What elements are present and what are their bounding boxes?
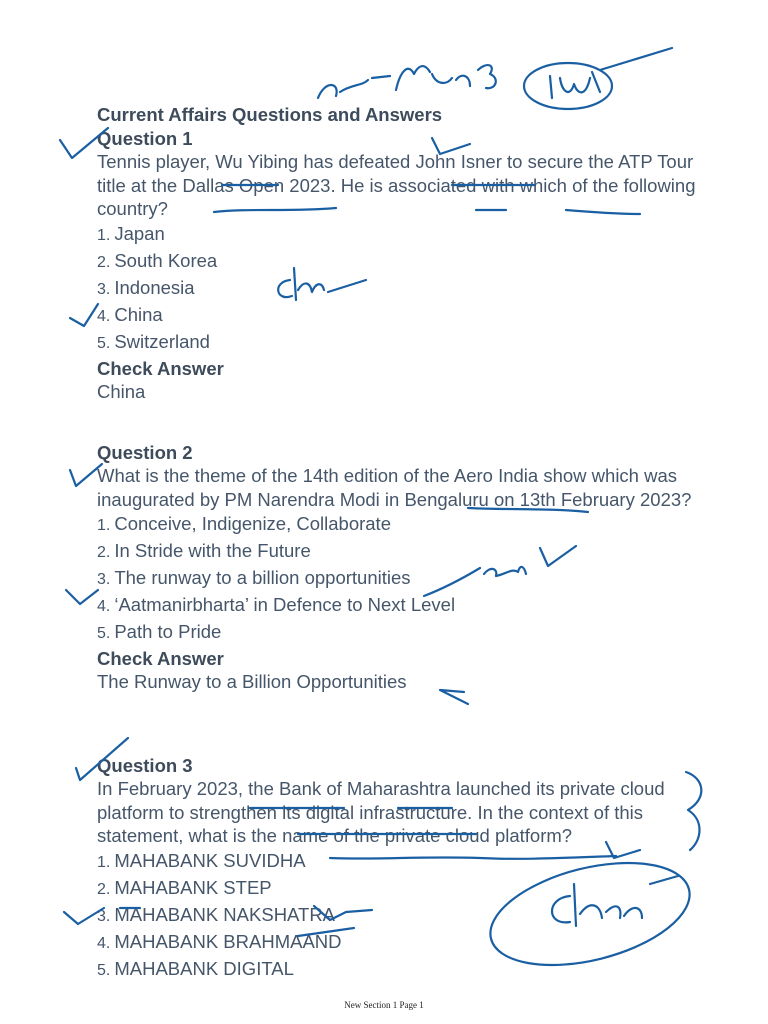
question-2: [97, 441, 717, 693]
ink-scribble: [318, 65, 496, 98]
option-item: 5. Path to Pride: [97, 621, 222, 642]
option-item: 3. The runway to a billion opportunities: [97, 567, 411, 588]
page-footer: New Section 1 Page 1: [344, 1000, 424, 1010]
document-title: Current Affairs Questions and Answers: [97, 104, 443, 125]
option-item: 3. Indonesia: [97, 276, 195, 298]
option-item: 2. MAHABANK STEP: [97, 876, 272, 898]
option-item: 4. ‘Aatmanirbharta’ in Defence to Next Level: [97, 594, 456, 615]
ink-check: [70, 304, 98, 326]
option-item: 2. In Stride with the Future: [97, 540, 311, 561]
question-text: Tennis player, Wu Yibing has defeated John Isner to secure the ATP Tour title at the Dallas Open 2023. He is associated with which of the following country?: [97, 151, 696, 219]
ink-circle: [524, 63, 612, 109]
option-item: 5. MAHABANK DIGITAL: [97, 957, 294, 979]
question-heading: Question 2: [97, 442, 193, 463]
options-list: [97, 848, 717, 983]
question-1: [97, 127, 717, 403]
option-item: 5. Switzerland: [97, 330, 210, 352]
check-answer-label[interactable]: Check Answer: [97, 648, 224, 669]
option-item: 3. MAHABANK NAKSHATRA: [97, 903, 336, 925]
question-heading: Question 3: [97, 755, 193, 776]
question-text: In February 2023, the Bank of Maharashtra launched its private cloud platform to strengthen its digital infrastructure. In the context of this statement, what is the name of the private cloud platform?: [97, 778, 665, 846]
option-item: 4. MAHABANK BRAHMAAND: [97, 930, 342, 952]
options-list: [97, 511, 717, 646]
option-item: 1. Conceive, Indigenize, Collaborate: [97, 513, 391, 534]
ink-check: [66, 590, 98, 604]
ink-scribble: [550, 48, 672, 98]
question-3: [97, 754, 717, 983]
options-list: [97, 221, 717, 356]
option-item: 1. Japan: [97, 222, 165, 244]
answer-text: China: [97, 380, 146, 402]
question-heading: Question 1: [97, 128, 193, 149]
option-item: 4. China: [97, 303, 163, 325]
question-text: What is the theme of the 14th edition of the Aero India show which was inaugurated by PM Narendra Modi in Bengaluru on 13th February 2023?: [97, 465, 692, 510]
answer-text: The Runway to a Billion Opportunities: [97, 671, 407, 692]
check-answer-label[interactable]: Check Answer: [97, 357, 224, 379]
option-item: 2. South Korea: [97, 249, 218, 271]
option-item: 1. MAHABANK SUVIDHA: [97, 849, 306, 871]
